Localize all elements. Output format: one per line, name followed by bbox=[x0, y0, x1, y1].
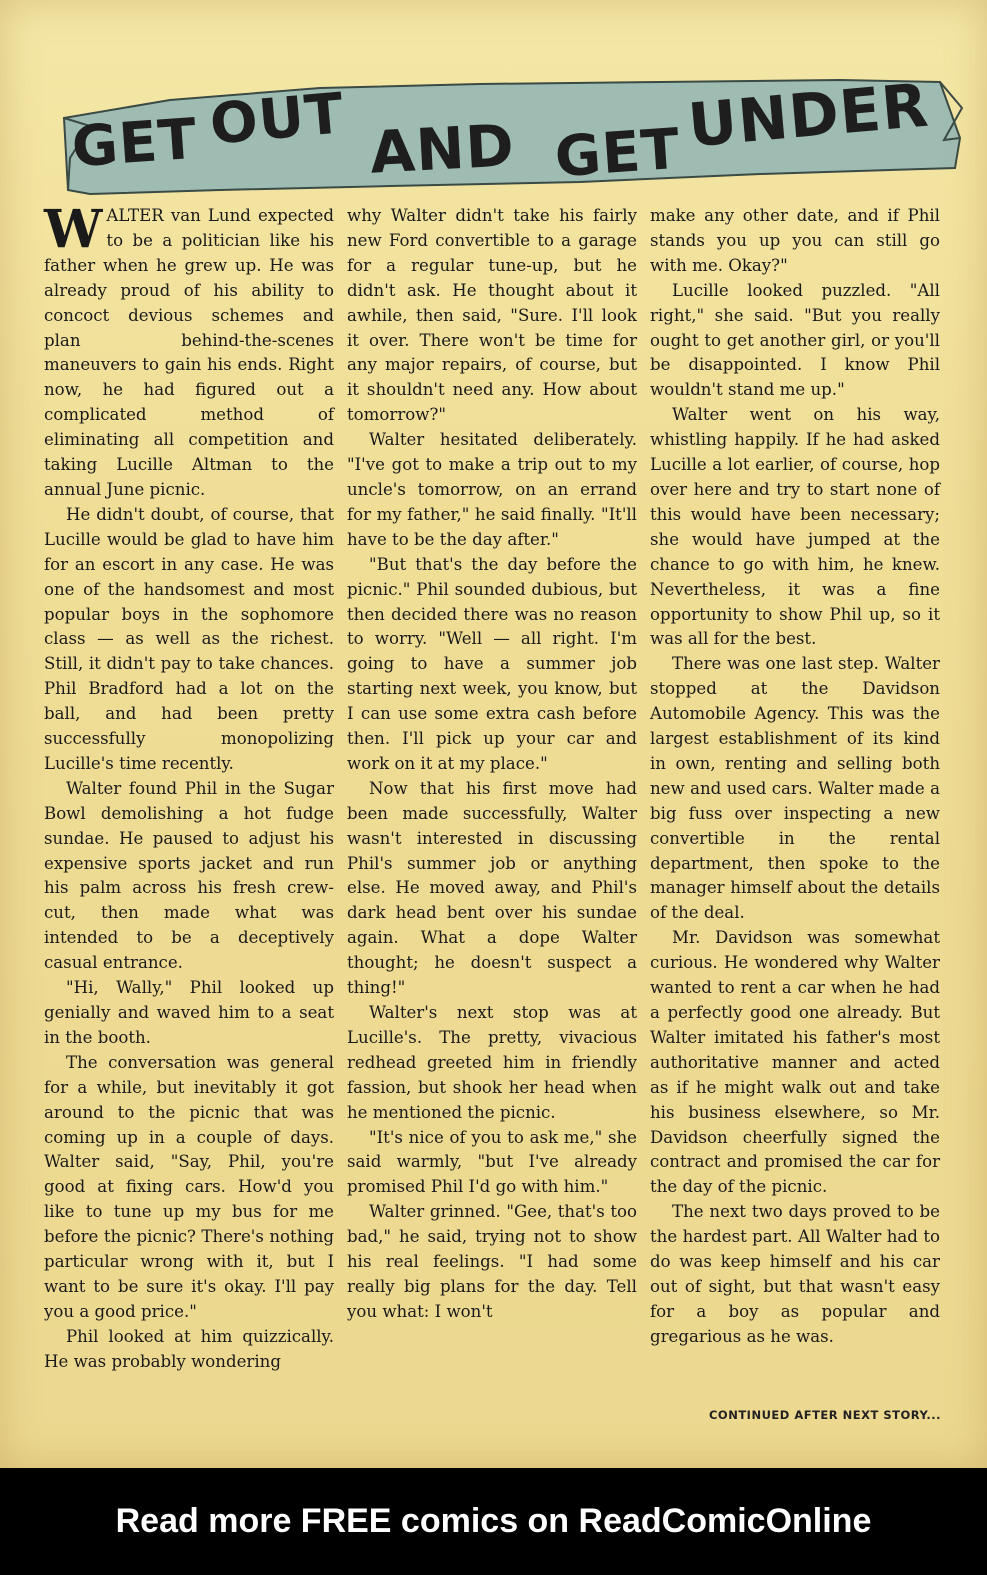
paragraph: The conversation was general for a while, but inevitably it got around to the picnic that was coming up in a couple of days. Walter said, "Say, Phil, you're good at fixing cars. How'd you like to tune up my bus for me before the picnic? There's nothing particular wrong with it, but I want to be sure it's okay. I'll pay you a good price." bbox=[44, 1052, 334, 1321]
paragraph: "It's nice of you to ask me," she said warmly, "but I've already promised Phil I'd go with him." bbox=[347, 1127, 637, 1197]
paragraph: Walter found Phil in the Sugar Bowl demolishing a hot fudge sundae. He paused to adjust his expensive sports jacket and run his palm across his fresh crew-cut, then made what was intended to be a deceptively casual entrance. bbox=[44, 778, 334, 973]
column-2 bbox=[347, 204, 637, 1325]
paragraph: There was one last step. Walter stopped at the Davidson Automobile Agency. This was the largest establishment of its kind in own, renting and selling both new and used cars. Walter made a big fuss over inspecting a new convertible in the rental department, then spoke to the manager himself about the details of the deal. bbox=[650, 654, 940, 923]
paragraph: Mr. Davidson was somewhat curious. He wondered why Walter wanted to rent a car when he had a perfectly good one already. But Walter imitated his father's most authoritative manner and acted as if he might walk out and take his business elsewhere, so Mr. Davidson cheerfully signed the contract and promised the car for the day of the picnic. bbox=[650, 928, 940, 1197]
paragraph-text: ALTER van Lund expected to be a politician like his father when he grew up. He was already proud of his ability to concoct devious schemes and plan behind-the-scenes maneuvers to gain his ends. Right now, he had figured out a complicated method of eliminating all competition and taking Lucille Altman to the annual June picnic. bbox=[44, 206, 334, 499]
paragraph: Walter went on his way, whistling happily. If he had asked Lucille a lot earlier, of course, hop over here and try to start none of this would have been necessary; she would have jumped at the chance to go with him, he knew. Nevertheless, it was a fine opportunity to show Phil up, so it was all for the best. bbox=[650, 405, 940, 649]
paragraph: He didn't doubt, of course, that Lucille would be glad to have him for an escort in any case. He was one of the handsomest and most popular boys in the sophomore class — as well as the richest. Still, it didn't pay to take chances. Phil Bradford had a lot on the ball, and had been pretty successfully monopolizing Lucille's time recently. bbox=[44, 504, 334, 773]
paragraph: Phil looked at him quizzically. He was probably wondering bbox=[44, 1326, 334, 1371]
paragraph: Walter's next stop was at Lucille's. The pretty, vivacious redhead greeted him in friendly fassion, but shook her head when he mentioned the picnic. bbox=[347, 1003, 637, 1122]
paragraph: Now that his first move had been made successfully, Walter wasn't interested in discussing Phil's summer job or anything else. He moved away, and Phil's dark head bent over his sundae again. What a dope Walter thought; he doesn't suspect a thing!" bbox=[347, 778, 637, 998]
paragraph: The next two days proved to be the hardest part. All Walter had to do was keep himself and his car out of sight, but that wasn't easy for a boy as popular and gregarious as he was. bbox=[650, 1202, 940, 1346]
column-3 bbox=[650, 204, 940, 1350]
site-footer-banner bbox=[0, 1468, 987, 1575]
paragraph: Lucille looked puzzled. "All right," she said. "But you really ought to get another girl, or you'll be disappointed. I know Phil wouldn't stand me up." bbox=[650, 280, 940, 400]
title-word-and: AND bbox=[368, 111, 517, 187]
story-columns bbox=[44, 199, 944, 1404]
paragraph: Walter hesitated deliberately. "I've got to make a trip out to my uncle's tomorrow, on an errand for my father," he said finally. "It'll have to be the day after." bbox=[347, 430, 637, 549]
footer-link-text[interactable]: Read more FREE comics on ReadComicOnline bbox=[115, 1502, 872, 1540]
title-word-get: GET bbox=[69, 106, 200, 181]
paragraph: make any other date, and if Phil stands you up you can still go with me. Okay?" bbox=[650, 206, 940, 275]
continued-label: CONTINUED AFTER NEXT STORY... bbox=[708, 1408, 941, 1422]
title-banner bbox=[60, 70, 965, 196]
paragraph: Walter grinned. "Gee, that's too bad," he said, trying not to show his real feelings. "I had some really big plans for the day. Tell you what: I won't bbox=[347, 1202, 637, 1321]
drop-cap: W bbox=[44, 199, 103, 260]
column-1 bbox=[44, 199, 334, 1375]
paragraph: "Hi, Wally," Phil looked up genially and waved him to a seat in the booth. bbox=[44, 978, 334, 1047]
paragraph bbox=[44, 199, 334, 503]
paragraph: why Walter didn't take his fairly new Ford convertible to a garage for a regular tune-up, but he didn't ask. He thought about it awhile, then said, "Sure. I'll look it over. There won't be time for any major repairs, of course, but it shouldn't need any. How about tomorrow?" bbox=[347, 206, 637, 425]
title-word-under: UNDER bbox=[685, 70, 932, 162]
paragraph: "But that's the day before the picnic." Phil sounded dubious, but then decided there was no reason to worry. "Well — all right. I'm going to have a summer job starting next week, you know, but I can use some extra cash before then. I'll pick up your car and work on it at my place." bbox=[347, 554, 637, 773]
title-word-out: OUT bbox=[207, 81, 347, 158]
title-word-get-2: GET bbox=[552, 116, 683, 191]
